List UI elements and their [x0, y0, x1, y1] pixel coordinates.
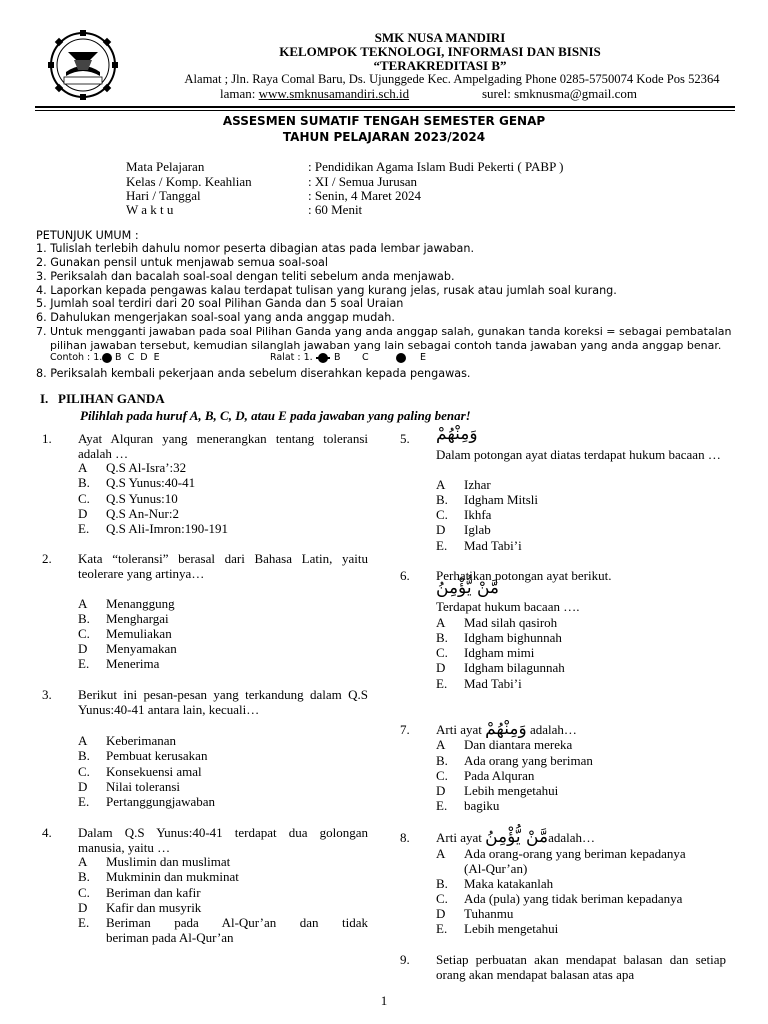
info-label: Hari / Tanggal	[126, 188, 201, 203]
option-text: Tuhanmu	[464, 906, 514, 921]
option-letter: A	[78, 733, 88, 748]
option-text: Idgham bighunnah	[464, 630, 562, 645]
option-letter: D	[78, 779, 88, 794]
petunjuk-item: 6. Dahulukan mengerjakan soal-soal yang anda anggap mudah.	[36, 311, 395, 324]
question-text: Setiap perbuatan akan mendapat balasan dan setiap orang akan mendapat balasan atas apa	[436, 952, 726, 982]
option-letter: A	[436, 477, 446, 492]
petunjuk-item: 2. Gunakan pensil untuk menjawab semua soal-soal	[36, 256, 329, 269]
contoh-options: B C D E	[112, 352, 160, 363]
option-text: Dan diantara mereka	[464, 737, 573, 752]
question-text-pre: Arti ayat	[436, 722, 486, 737]
ralat-label: Ralat : 1.	[270, 352, 313, 363]
header-rule-thick	[35, 106, 735, 108]
arabic-verse: وَمِنْهُمْ	[436, 424, 478, 444]
option-text: Maka katakanlah	[464, 876, 554, 891]
option-text: Q.S Ali-Imron:190-191	[106, 521, 229, 536]
option-letter: B.	[436, 492, 448, 507]
option-text: Q.S An-Nur:2	[106, 506, 179, 521]
question-text-pre: Arti ayat	[436, 830, 486, 845]
option-text: Konsekuensi amal	[106, 764, 202, 779]
website-link[interactable]: www.smknusamandiri.sch.id	[258, 86, 410, 101]
question-text: Berikut ini pesan-pesan yang terkandung dalam Q.S Yunus:40-41 antara lain, kecuali…	[78, 687, 368, 717]
option-letter: D	[436, 906, 446, 921]
school-name: SMK NUSA MANDIRI	[374, 30, 506, 45]
ralat-option-e: E	[414, 352, 427, 363]
info-value: : Senin, 4 Maret 2024	[308, 188, 422, 203]
option-text: Lebih mengetahui	[464, 783, 559, 798]
option-letter: C.	[78, 626, 90, 641]
header-rule-thin	[35, 110, 735, 111]
petunjuk-item: 3. Periksalah dan bacalah soal-soal dengan teliti sebelum anda menjawab.	[36, 270, 455, 283]
option-text: Memuliakan	[106, 626, 172, 641]
question-text: Kata “toleransi” berasal dari Bahasa Latin, yaitu teolerare yang artinya…	[78, 551, 368, 581]
option-letter: B.	[436, 876, 448, 891]
question-text: Dalam potongan ayat diatas terdapat hukum bacaan …	[436, 447, 721, 462]
accreditation: “TERAKREDITASI B”	[373, 58, 507, 73]
option-letter: C.	[78, 491, 90, 506]
option-text: Muslimin dan muslimat	[106, 854, 231, 869]
option-letter: E.	[78, 915, 90, 930]
option-letter: C.	[436, 768, 448, 783]
school-address: Alamat ; Jln. Raya Comal Baru, Ds. Ujunggede Kec. Ampelgading Phone 0285-5750074 Kode Pos 52364	[184, 72, 720, 86]
option-letter: C.	[436, 507, 448, 522]
option-text: bagiku	[464, 798, 500, 813]
option-letter: B.	[436, 753, 448, 768]
email: surel: smknusma@gmail.com	[482, 86, 637, 101]
info-value: : XI / Semua Jurusan	[308, 174, 418, 189]
option-letter: C.	[78, 885, 90, 900]
petunjuk-item: 8. Periksalah kembali pekerjaan anda sebelum diserahkan kepada pengawas.	[36, 367, 471, 380]
school-group: KELOMPOK TEKNOLOGI, INFORMASI DAN BISNIS	[279, 44, 601, 59]
question-text: Perhatikan potongan ayat berikut.	[436, 568, 612, 583]
option-letter: E.	[436, 676, 448, 691]
option-text: Beriman dan kafir	[106, 885, 201, 900]
ralat-option-c: C	[356, 352, 369, 363]
website-prefix: laman:	[220, 86, 259, 101]
option-text: Menerima	[106, 656, 160, 671]
option-letter: D	[436, 783, 446, 798]
info-value: : Pendidikan Agama Islam Budi Pekerti ( PABP )	[308, 159, 564, 174]
question-text-2: Terdapat hukum bacaan ….	[436, 599, 580, 614]
option-text: Keberimanan	[106, 733, 177, 748]
question-number: 8.	[400, 830, 410, 845]
option-text: Iglab	[464, 522, 491, 537]
option-letter: B.	[78, 611, 90, 626]
section-heading: I. PILIHAN GANDA	[40, 391, 165, 406]
option-text: beriman pada Al-Qur’an	[106, 930, 234, 945]
new-answer-dot	[396, 353, 406, 363]
option-letter: A	[78, 460, 88, 475]
question-text-post: adalah…	[548, 830, 596, 845]
info-value: : 60 Menit	[308, 202, 363, 217]
option-letter: A	[78, 854, 88, 869]
option-letter: E.	[436, 921, 448, 936]
option-letter: B.	[78, 475, 90, 490]
option-letter: A	[436, 615, 446, 630]
option-letter: A	[78, 596, 88, 611]
option-letter: E.	[436, 538, 448, 553]
option-text: (Al-Qur’an)	[464, 861, 528, 876]
arabic-verse: مَّنْ يُّؤْمِنُ	[485, 827, 549, 847]
petunjuk-heading: PETUNJUK UMUM :	[36, 229, 139, 242]
option-text: Pada Alquran	[464, 768, 535, 783]
option-text: Ada (pula) yang tidak beriman kepadanya	[464, 891, 683, 906]
question-number: 5.	[400, 431, 410, 446]
option-letter: E.	[78, 794, 90, 809]
option-text: Mukminin dan mukminat	[106, 869, 239, 884]
question-number: 6.	[400, 568, 410, 583]
petunjuk-item: 5. Jumlah soal terdiri dari 20 soal Pilihan Ganda dan 5 soal Uraian	[36, 297, 404, 310]
question-text: Ayat Alquran yang menerangkan tentang toleransi adalah …	[78, 431, 368, 461]
option-letter: B.	[78, 869, 90, 884]
filled-answer-dot	[102, 353, 112, 363]
option-text: Q.S Al-Isra’:32	[106, 460, 187, 475]
contoh-label: Contoh : 1.	[50, 352, 103, 363]
option-text: Idgham bilagunnah	[464, 660, 565, 675]
option-text: Pertanggungjawaban	[106, 794, 216, 809]
option-text: Lebih mengetahui	[464, 921, 559, 936]
school-logo	[38, 30, 128, 100]
option-text: Nilai toleransi	[106, 779, 181, 794]
option-text: Idgham Mitsli	[464, 492, 539, 507]
question-text	[436, 827, 726, 847]
option-text: Mad silah qasiroh	[464, 615, 558, 630]
option-text: Ada orang yang beriman	[464, 753, 593, 768]
page-number: 1	[380, 993, 388, 1008]
question-number: 9.	[400, 952, 410, 967]
petunjuk-item: 7. Untuk mengganti jawaban pada soal Pilihan Ganda yang anda anggap salah, gunakan tanda koreksi = sebagai pembatalan	[36, 325, 732, 338]
option-letter: D	[78, 506, 88, 521]
arabic-verse: وَمِنْهُمْ	[485, 719, 527, 739]
option-text: Idgham mimi	[464, 645, 535, 660]
option-letter: D	[78, 900, 88, 915]
option-letter: E.	[436, 798, 448, 813]
question-number: 4.	[42, 825, 52, 840]
option-text: Menanggung	[106, 596, 175, 611]
option-letter: A	[436, 846, 446, 861]
exam-year: TAHUN PELAJARAN 2023/2024	[282, 130, 486, 144]
option-letter: B.	[78, 748, 90, 763]
option-letter: D	[78, 641, 88, 656]
option-text: Ada orang-orang yang beriman kepadanya	[464, 846, 686, 861]
question-number: 1.	[42, 431, 52, 446]
ralat-option-b: B	[328, 352, 341, 363]
option[interactable]	[78, 915, 368, 930]
option-text: Izhar	[464, 477, 491, 492]
petunjuk-item: 4. Laporkan kepada pengawas kalau terdapat tulisan yang kurang jelas, rusak atau jumlah soal kurang.	[36, 284, 617, 297]
question-text	[436, 719, 726, 739]
exam-title: ASSESMEN SUMATIF TENGAH SEMESTER GENAP	[222, 114, 546, 128]
option-letter: D	[436, 522, 446, 537]
question-number: 7.	[400, 722, 410, 737]
website-line	[220, 86, 409, 102]
info-label: W a k t u	[126, 202, 174, 217]
option-text: Q.S Yunus:40-41	[106, 475, 196, 490]
option-text: Mad Tabi’i	[464, 676, 522, 691]
question-text-post: adalah…	[526, 722, 577, 737]
section-instruction: Pilihlah pada huruf A, B, C, D, atau E pada jawaban yang paling benar!	[80, 408, 471, 423]
option-text: Kafir dan musyrik	[106, 900, 202, 915]
arabic-verse: مَّنْ يُّؤْمِنُ	[436, 578, 500, 598]
question-text: Dalam Q.S Yunus:40-41 terdapat dua golongan manusia, yaitu …	[78, 825, 368, 855]
option-letter: E.	[78, 521, 90, 536]
option-letter: E.	[78, 656, 90, 671]
info-label: Kelas / Komp. Keahlian	[126, 174, 252, 189]
option-letter: C.	[436, 645, 448, 660]
option-letter: A	[436, 737, 446, 752]
info-label: Mata Pelajaran	[126, 159, 205, 174]
petunjuk-item: pilihan jawaban tersebut, kemudian silanglah jawaban yang lain sebagai contoh tanda jawaban yang anda anggap benar.	[36, 339, 722, 352]
option-letter: B.	[436, 630, 448, 645]
question-number: 3.	[42, 687, 52, 702]
option-text: Mad Tabi’i	[464, 538, 522, 553]
option-text: Ikhfa	[464, 507, 492, 522]
petunjuk-item: 1. Tulislah terlebih dahulu nomor peserta dibagian atas pada lembar jawaban.	[36, 242, 475, 255]
option-text: Menyamakan	[106, 641, 177, 656]
option-text: Menghargai	[106, 611, 169, 626]
option-letter: C.	[78, 764, 90, 779]
option-text: Pembuat kerusakan	[106, 748, 208, 763]
option-text: Q.S Yunus:10	[106, 491, 178, 506]
option-letter: C.	[436, 891, 448, 906]
option-letter: D	[436, 660, 446, 675]
option-text: Beriman pada Al-Qur’an dan tidak	[106, 915, 368, 930]
question-number: 2.	[42, 551, 52, 566]
